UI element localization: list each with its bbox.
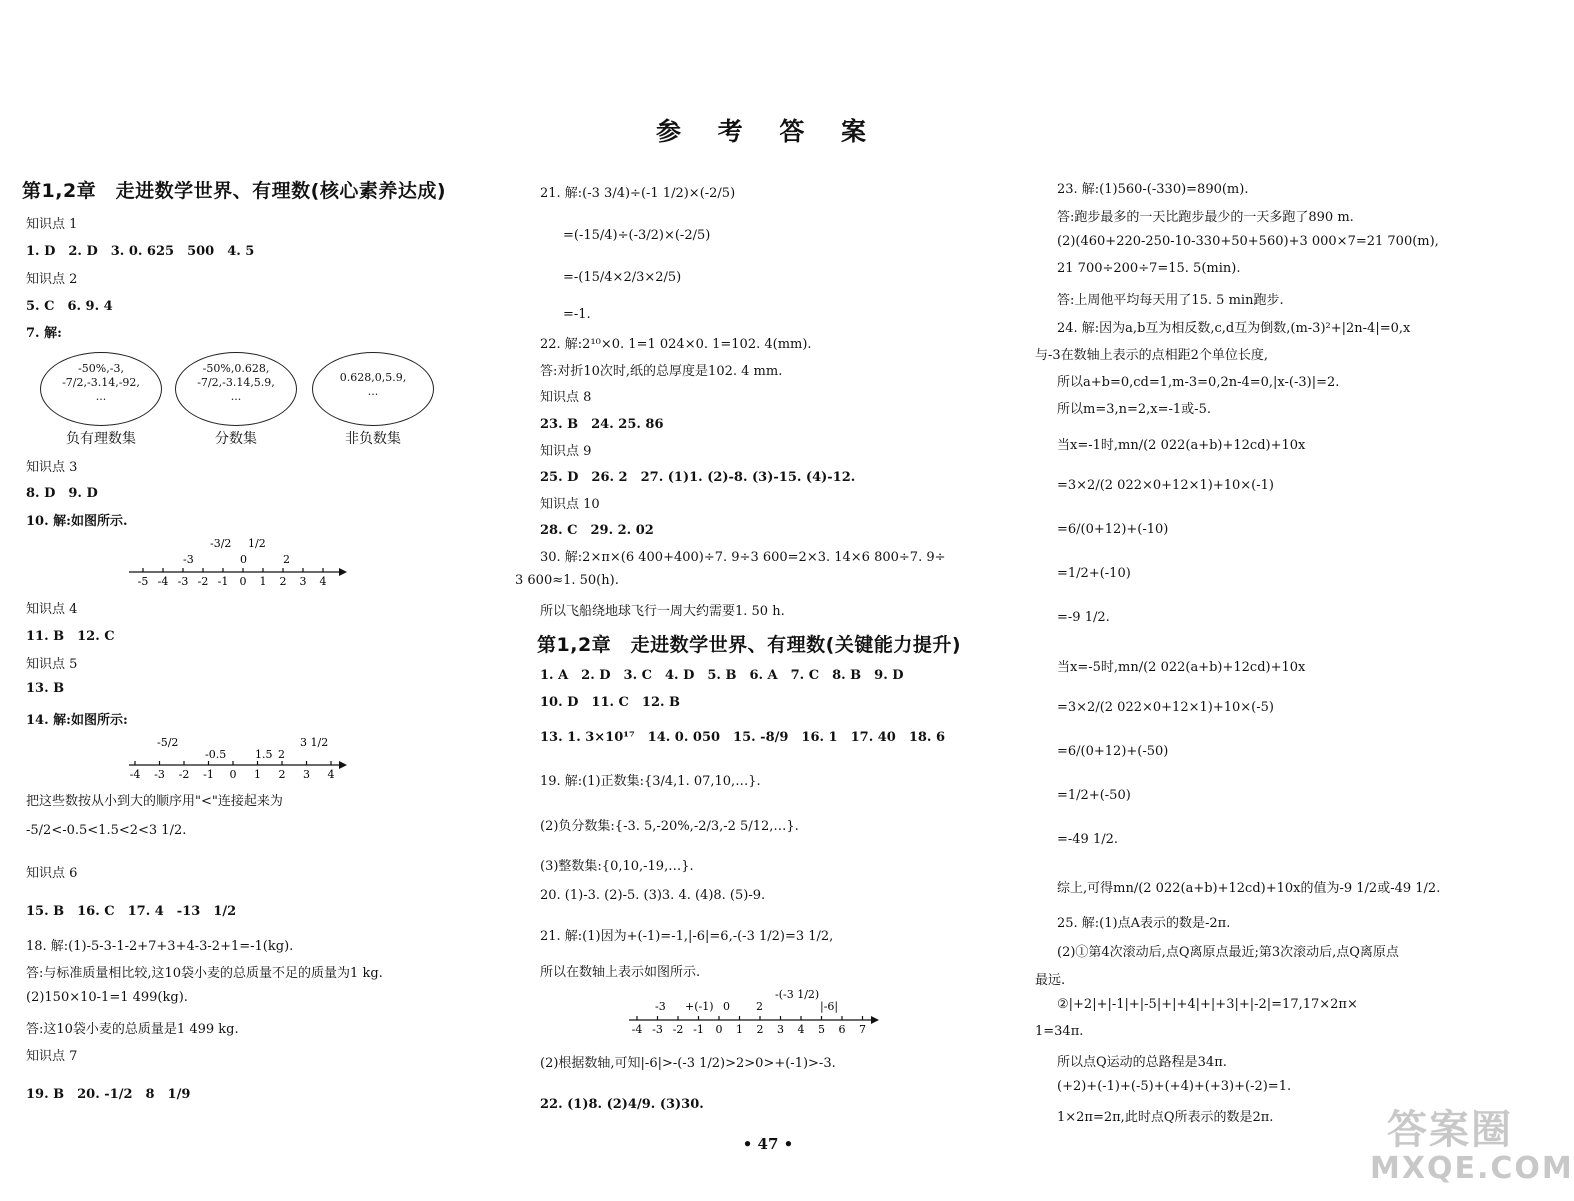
axis-tick-label: -4 bbox=[129, 768, 141, 781]
solution-line: 24. 解:因为a,b互为相反数,c,d互为倒数,(m-3)²+|2n-4|=0,x bbox=[1057, 321, 1411, 336]
solution-line: =3×2/(2 022×0+12×1)+10×(-5) bbox=[1057, 700, 1274, 715]
solution-line: (2)(460+220-250-10-330+50+560)+3 000×7=21 700(m), bbox=[1057, 234, 1439, 249]
knowledge-point-label: 知识点 10 bbox=[540, 497, 600, 512]
nl-top-label: 0 bbox=[240, 553, 247, 566]
solution-line: =6/(0+12)+(-10) bbox=[1057, 522, 1169, 537]
solution-line: 1×2π=2π,此时点Q所表示的数是2π. bbox=[1057, 1110, 1274, 1125]
answer-line: 25. D 26. 2 27. (1)1. (2)-8. (3)-15. (4)-12. bbox=[540, 470, 856, 485]
axis-arrow bbox=[871, 1016, 879, 1024]
axis-tick-label: 4 bbox=[797, 1023, 805, 1036]
axis-tick-label: 2 bbox=[279, 575, 287, 588]
question-label: 7. 解: bbox=[26, 326, 62, 341]
solution-line: 21. 解:(1)因为+(-1)=-1,|-6|=6,-(-3 1/2)=3 1/2, bbox=[540, 929, 834, 944]
knowledge-point-label: 知识点 9 bbox=[540, 444, 592, 459]
nl-top-label: 2 bbox=[756, 1000, 763, 1013]
oval-text: ... bbox=[230, 390, 242, 403]
axis-tick-label: 0 bbox=[715, 1023, 723, 1036]
nl-top-label: 1/2 bbox=[248, 537, 266, 550]
axis-tick-label: -2 bbox=[197, 575, 209, 588]
order-text: 把这些数按从小到大的顺序用"<"连接起来为 bbox=[26, 794, 283, 809]
nl-top-label: -(-3 1/2) bbox=[775, 988, 820, 1001]
set-oval-nonnegative bbox=[312, 352, 434, 426]
answer-line: 11. B 12. C bbox=[26, 629, 115, 644]
solution-line: 所以m=3,n=2,x=-1或-5. bbox=[1057, 402, 1211, 417]
nl-top-label: 0 bbox=[723, 1000, 730, 1013]
knowledge-point-label: 知识点 3 bbox=[26, 460, 78, 475]
solution-line: 综上,可得mn/(2 022(a+b)+12cd)+10x的值为-9 1/2或-49 1/2. bbox=[1057, 881, 1441, 896]
axis-tick-label: 4 bbox=[319, 575, 327, 588]
oval-text: -7/2,-3.14,-92, bbox=[62, 376, 140, 389]
solution-line: =3×2/(2 022×0+12×1)+10×(-1) bbox=[1057, 478, 1274, 493]
axis-tick-label: 1 bbox=[736, 1023, 743, 1036]
axis-tick-label: 1 bbox=[254, 768, 261, 781]
oval-text: -7/2,-3.14,5.9, bbox=[197, 376, 275, 389]
axis-tick-label: 4 bbox=[327, 768, 335, 781]
answer-line: 8. D 9. D bbox=[26, 486, 98, 501]
knowledge-point-label: 知识点 4 bbox=[26, 602, 78, 617]
solution-line: 答:跑步最多的一天比跑步最少的一天多跑了890 m. bbox=[1057, 210, 1354, 225]
question-label: 10. 解:如图所示. bbox=[26, 514, 128, 529]
axis-tick-label: 1 bbox=[259, 575, 267, 588]
solution-line: (2)①第4次滚动后,点Q离原点最近;第3次滚动后,点Q离原点 bbox=[1057, 945, 1399, 960]
solution-line: 最远. bbox=[1035, 973, 1066, 988]
solution-line: 所以飞船绕地球飞行一周大约需要1. 50 h. bbox=[540, 604, 785, 619]
knowledge-point-label: 知识点 8 bbox=[540, 390, 592, 405]
nl-top-label: -3/2 bbox=[210, 537, 232, 550]
answer-line: 10. D 11. C 12. B bbox=[540, 695, 681, 710]
oval-text: -50%,0.628, bbox=[202, 362, 270, 375]
nl-top-label: 2 bbox=[278, 748, 285, 761]
solution-line: 答:对折10次时,纸的总厚度是102. 4 mm. bbox=[540, 364, 783, 379]
solution-line: 20. (1)-3. (2)-5. (3)3. 4. (4)8. (5)-9. bbox=[540, 888, 766, 903]
solution-line: 所以a+b=0,cd=1,m-3=0,2n-4=0,|x-(-3)|=2. bbox=[1057, 375, 1340, 390]
section-heading-core: 第1,2章 走进数学世界、有理数(核心素养达成) bbox=[22, 180, 447, 202]
axis-tick-label: 7 bbox=[859, 1023, 866, 1036]
axis-tick-label: 0 bbox=[239, 575, 247, 588]
solution-line: 当x=-1时,mn/(2 022(a+b)+12cd)+10x bbox=[1057, 438, 1306, 453]
answer-line: 28. C 29. 2. 02 bbox=[540, 523, 654, 538]
knowledge-point-label: 知识点 6 bbox=[26, 866, 78, 881]
answer-line: 1. D 2. D 3. 0. 625 500 4. 5 bbox=[26, 244, 255, 259]
oval-text: ... bbox=[95, 390, 107, 403]
axis-tick-label: -4 bbox=[157, 575, 169, 588]
axis-tick-label: 2 bbox=[278, 768, 286, 781]
solution-line: (+2)+(-1)+(-5)+(+4)+(+3)+(-2)=1. bbox=[1057, 1079, 1292, 1094]
solution-line: 所以在数轴上表示如图所示. bbox=[540, 965, 701, 980]
solution-line: 当x=-5时,mn/(2 022(a+b)+12cd)+10x bbox=[1057, 660, 1306, 675]
solution-line: 与-3在数轴上表示的点相距2个单位长度, bbox=[1035, 348, 1269, 363]
solution-line: =-9 1/2. bbox=[1057, 610, 1110, 625]
nl-top-label: 1.5 bbox=[255, 748, 273, 761]
nl-top-label: -3 bbox=[655, 1000, 666, 1013]
nl-top-label: +(-1) bbox=[685, 1000, 714, 1013]
solution-line: 25. 解:(1)点A表示的数是-2π. bbox=[1057, 916, 1231, 931]
solution-line: 22. 解:2¹⁰×0. 1=1 024×0. 1=102. 4(mm). bbox=[540, 337, 812, 352]
nl-top-label: -0.5 bbox=[205, 748, 227, 761]
column-1 bbox=[0, 0, 510, 1201]
watermark-logo: 答案圈 MXQE.COM bbox=[1370, 1107, 1574, 1186]
solution-line: 答:上周他平均每天用了15. 5 min跑步. bbox=[1057, 293, 1284, 308]
nl-top-label: -5/2 bbox=[157, 736, 179, 749]
axis-tick-label: -3 bbox=[652, 1023, 663, 1036]
axis-tick-label: -1 bbox=[203, 768, 214, 781]
page-number: • 47 • bbox=[742, 1135, 794, 1153]
axis-tick-label: -1 bbox=[217, 575, 229, 588]
axis-tick-label: 3 bbox=[299, 575, 307, 588]
nl-top-label: |-6| bbox=[820, 1000, 839, 1013]
set-oval-fraction bbox=[175, 352, 297, 426]
answer-line: 13. 1. 3×10¹⁷ 14. 0. 050 15. -8/9 16. 1 17. 40 18. 6 bbox=[540, 730, 946, 745]
axis-tick-label: 5 bbox=[818, 1023, 825, 1036]
solution-line: 30. 解:2×π×(6 400+400)÷7. 9÷3 600=2×3. 14×6 800÷7. 9÷ bbox=[540, 550, 946, 565]
solution-line: =-49 1/2. bbox=[1057, 832, 1119, 847]
question-label: 14. 解:如图所示: bbox=[26, 713, 128, 728]
number-line-q21 bbox=[625, 986, 890, 1038]
axis-tick-label: -2 bbox=[178, 768, 190, 781]
solution-line: 18. 解:(1)-5-3-1-2+7+3+4-3-2+1=-1(kg). bbox=[26, 939, 294, 954]
answer-line: 5. C 6. 9. 4 bbox=[26, 299, 113, 314]
knowledge-point-label: 知识点 2 bbox=[26, 272, 78, 287]
answer-line: 15. B 16. C 17. 4 -13 1/2 bbox=[26, 904, 237, 919]
page-title: 参 考 答 案 bbox=[655, 117, 881, 146]
set-label: 分数集 bbox=[215, 431, 257, 447]
nl-top-label: 3 1/2 bbox=[300, 736, 329, 749]
solution-line: 21 700÷200÷7=15. 5(min). bbox=[1057, 261, 1241, 276]
solution-line: =1/2+(-50) bbox=[1057, 788, 1131, 803]
axis-tick-label: -1 bbox=[693, 1023, 704, 1036]
column-3 bbox=[1035, 0, 1574, 1201]
set-diagram bbox=[40, 352, 460, 452]
oval-text: ... bbox=[367, 385, 379, 398]
set-oval-negative-rational bbox=[40, 352, 162, 426]
solution-line: (2)根据数轴,可知|-6|>-(-3 1/2)>2>0>+(-1)>-3. bbox=[540, 1056, 836, 1071]
answer-line: 13. B bbox=[26, 681, 65, 696]
column-2 bbox=[515, 0, 1025, 1201]
axis-tick-label: -4 bbox=[631, 1023, 643, 1036]
solution-line: =-1. bbox=[563, 307, 591, 322]
axis-tick-label: 2 bbox=[756, 1023, 764, 1036]
solution-line: 21. 解:(-3 3/4)÷(-1 1/2)×(-2/5) bbox=[540, 186, 736, 201]
nl-top-label: 2 bbox=[283, 553, 290, 566]
axis-tick-label: -2 bbox=[672, 1023, 684, 1036]
solution-line: (2)负分数集:{-3. 5,-20%,-2/3,-2 5/12,…}. bbox=[540, 819, 799, 834]
solution-line: 3 600≈1. 50(h). bbox=[515, 573, 619, 588]
oval-text: -50%,-3, bbox=[78, 362, 124, 375]
solution-line: 1=34π. bbox=[1035, 1024, 1084, 1039]
number-line-q10 bbox=[125, 535, 355, 591]
solution-line: 19. 解:(1)正数集:{3/4,1. 07,10,…}. bbox=[540, 774, 761, 789]
axis-tick-label: 6 bbox=[838, 1023, 846, 1036]
solution-line: (3)整数集:{0,10,-19,…}. bbox=[540, 859, 694, 874]
knowledge-point-label: 知识点 7 bbox=[26, 1049, 78, 1064]
solution-line: 23. 解:(1)560-(-330)=890(m). bbox=[1057, 182, 1249, 197]
section-heading-advanced: 第1,2章 走进数学世界、有理数(关键能力提升) bbox=[537, 634, 962, 656]
set-label: 非负数集 bbox=[345, 431, 401, 447]
solution-line: =1/2+(-10) bbox=[1057, 566, 1131, 581]
answer-line: 23. B 24. 25. 86 bbox=[540, 417, 664, 432]
solution-line: =(-15/4)÷(-3/2)×(-2/5) bbox=[563, 228, 711, 243]
axis-arrow bbox=[339, 568, 347, 576]
solution-line: (2)150×10-1=1 499(kg). bbox=[26, 990, 188, 1005]
solution-line: 答:与标准质量相比较,这10袋小麦的总质量不足的质量为1 kg. bbox=[26, 966, 383, 981]
order-expression: -5/2<-0.5<1.5<2<3 1/2. bbox=[26, 823, 187, 838]
axis-tick-label: 3 bbox=[303, 768, 310, 781]
axis-arrow bbox=[339, 761, 347, 769]
nl-top-label: -3 bbox=[183, 553, 194, 566]
answer-line: 22. (1)8. (2)4/9. (3)30. bbox=[540, 1097, 704, 1112]
set-label: 负有理数集 bbox=[66, 431, 136, 447]
solution-line: =-(15/4×2/3×2/5) bbox=[563, 270, 682, 285]
answer-line: 1. A 2. D 3. C 4. D 5. B 6. A 7. C 8. B 9. D bbox=[540, 668, 904, 683]
solution-line: 答:这10袋小麦的总质量是1 499 kg. bbox=[26, 1022, 239, 1037]
oval-text: 0.628,0,5.9, bbox=[339, 371, 407, 384]
answer-line: 19. B 20. -1/2 8 1/9 bbox=[26, 1087, 191, 1102]
axis-tick-label: -3 bbox=[154, 768, 165, 781]
axis-tick-label: 3 bbox=[777, 1023, 784, 1036]
axis-tick-label: -3 bbox=[177, 575, 189, 588]
solution-line: 所以点Q运动的总路程是34π. bbox=[1057, 1055, 1227, 1070]
number-line-q14 bbox=[125, 734, 355, 782]
knowledge-point-label: 知识点 1 bbox=[26, 217, 78, 232]
axis-tick-label: -5 bbox=[137, 575, 149, 588]
solution-line: =6/(0+12)+(-50) bbox=[1057, 744, 1169, 759]
knowledge-point-label: 知识点 5 bbox=[26, 657, 78, 672]
solution-line: ②|+2|+|-1|+|-5|+|+4|+|+3|+|-2|=17,17×2π× bbox=[1057, 997, 1358, 1012]
axis-tick-label: 0 bbox=[229, 768, 237, 781]
